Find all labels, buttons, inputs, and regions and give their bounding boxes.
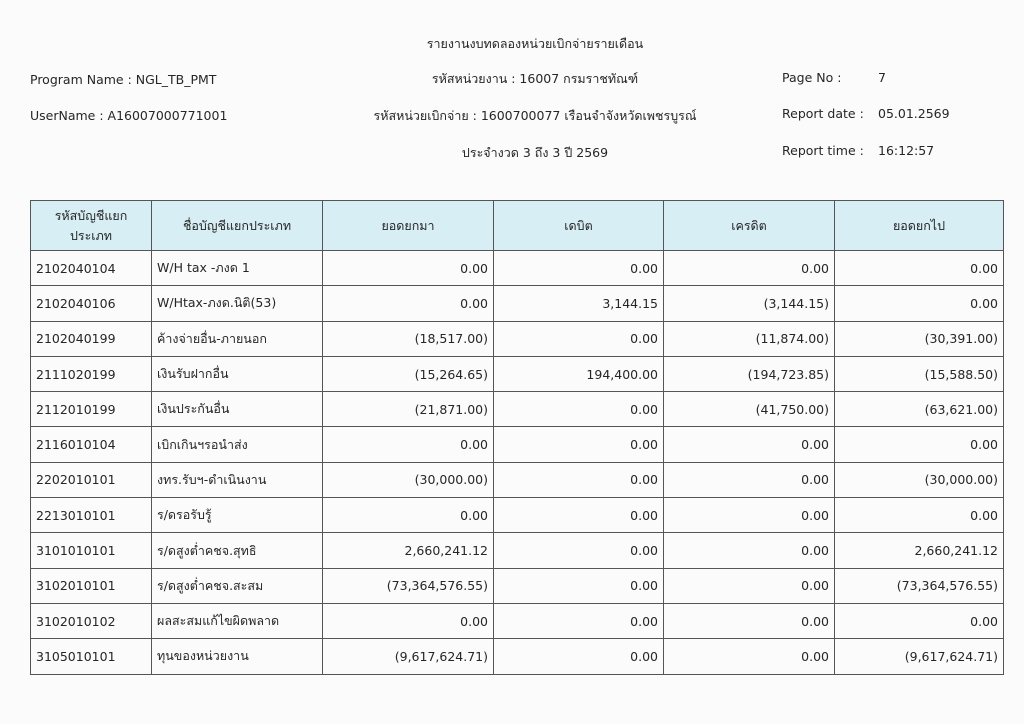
carried-forward-value: 0.00 <box>835 251 1004 286</box>
table-row <box>31 568 1004 603</box>
debit-value: 0.00 <box>494 639 664 674</box>
table-row <box>31 533 1004 568</box>
header-account-name: ชื่อบัญชีแยกประเภท <box>152 201 323 251</box>
account-name: W/H tax -ภงด 1 <box>152 251 323 286</box>
debit-value: 0.00 <box>494 603 664 638</box>
debit-value: 0.00 <box>494 321 664 356</box>
account-code: 2202010101 <box>31 462 152 497</box>
header-debit: เดบิต <box>494 201 664 251</box>
account-code: 2111020199 <box>31 356 152 391</box>
report-date-label: Report date : <box>782 106 864 121</box>
debit-value: 0.00 <box>494 427 664 462</box>
account-code: 3102010102 <box>31 603 152 638</box>
table-header-row <box>31 201 1004 251</box>
account-code: 2102040106 <box>31 286 152 321</box>
table-row <box>31 427 1004 462</box>
credit-value: 0.00 <box>664 603 835 638</box>
brought-forward-value: 0.00 <box>323 251 494 286</box>
account-code: 2116010104 <box>31 427 152 462</box>
brought-forward-value: (18,517.00) <box>323 321 494 356</box>
debit-value: 0.00 <box>494 251 664 286</box>
account-code: 2213010101 <box>31 498 152 533</box>
report-date: 05.01.2569 <box>878 106 950 121</box>
credit-value: (41,750.00) <box>664 392 835 427</box>
carried-forward-value: 0.00 <box>835 427 1004 462</box>
debit-value: 0.00 <box>494 568 664 603</box>
account-code: 2102040104 <box>31 251 152 286</box>
credit-value: 0.00 <box>664 251 835 286</box>
table-row <box>31 251 1004 286</box>
account-name: งทร.รับฯ-ดำเนินงาน <box>152 462 323 497</box>
table-row <box>31 498 1004 533</box>
carried-forward-value: 0.00 <box>835 603 1004 638</box>
account-code: 3105010101 <box>31 639 152 674</box>
table-row <box>31 462 1004 497</box>
table-row <box>31 603 1004 638</box>
carried-forward-value: (73,364,576.55) <box>835 568 1004 603</box>
table-row <box>31 321 1004 356</box>
account-name: เงินรับฝากอื่น <box>152 356 323 391</box>
account-code: 3102010101 <box>31 568 152 603</box>
account-name: W/Htax-ภงด.นิติ(53) <box>152 286 323 321</box>
username: UserName : A16007000771001 <box>30 108 228 123</box>
credit-value: 0.00 <box>664 462 835 497</box>
brought-forward-value: (15,264.65) <box>323 356 494 391</box>
carried-forward-value: 0.00 <box>835 498 1004 533</box>
credit-value: (11,874.00) <box>664 321 835 356</box>
brought-forward-value: (21,871.00) <box>323 392 494 427</box>
brought-forward-value: 0.00 <box>323 427 494 462</box>
brought-forward-value: 0.00 <box>323 286 494 321</box>
unit-code: รหัสหน่วยงาน : 16007 กรมราชทัณฑ์ <box>431 71 639 86</box>
carried-forward-value: 2,660,241.12 <box>835 533 1004 568</box>
header-credit: เครดิต <box>664 201 835 251</box>
debit-value: 0.00 <box>494 462 664 497</box>
table-row <box>31 286 1004 321</box>
report-time-label: Report time : <box>782 143 864 158</box>
carried-forward-value: (30,000.00) <box>835 462 1004 497</box>
carried-forward-value: (30,391.00) <box>835 321 1004 356</box>
account-name: ร/ดสูงต่ำคชจ.สุทธิ <box>152 533 323 568</box>
brought-forward-value: (30,000.00) <box>323 462 494 497</box>
table-row <box>31 356 1004 391</box>
page-number: 7 <box>878 70 886 85</box>
report-time: 16:12:57 <box>878 143 935 158</box>
carried-forward-value: (9,617,624.71) <box>835 639 1004 674</box>
header-carried-forward: ยอดยกไป <box>835 201 1004 251</box>
header-brought-forward: ยอดยกมา <box>323 201 494 251</box>
account-name: ค้างจ่ายอื่น-ภายนอก <box>152 321 323 356</box>
brought-forward-value: 2,660,241.12 <box>323 533 494 568</box>
brought-forward-value: 0.00 <box>323 603 494 638</box>
credit-value: (194,723.85) <box>664 356 835 391</box>
table-row <box>31 639 1004 674</box>
program-name: Program Name : NGL_TB_PMT <box>30 72 217 87</box>
report-title: รายงานงบทดลองหน่วยเบิกจ่ายรายเดือน <box>426 36 644 51</box>
page-label: Page No : <box>782 70 842 85</box>
debit-value: 0.00 <box>494 533 664 568</box>
account-name: ผลสะสมแก้ไขผิดพลาด <box>152 603 323 638</box>
disbursing-unit: รหัสหน่วยเบิกจ่าย : 1600700077 เรือนจำจังหวัดเพชรบูรณ์ <box>373 108 697 123</box>
debit-value: 3,144.15 <box>494 286 664 321</box>
credit-value: 0.00 <box>664 427 835 462</box>
credit-value: 0.00 <box>664 568 835 603</box>
trial-balance-table <box>30 200 1004 675</box>
carried-forward-value: 0.00 <box>835 286 1004 321</box>
brought-forward-value: 0.00 <box>323 498 494 533</box>
account-code: 2112010199 <box>31 392 152 427</box>
account-name: เบิกเกินฯรอนำส่ง <box>152 427 323 462</box>
credit-value: (3,144.15) <box>664 286 835 321</box>
account-code: 2102040199 <box>31 321 152 356</box>
brought-forward-value: (73,364,576.55) <box>323 568 494 603</box>
header-account-code: รหัสบัญชีแยกประเภท <box>31 201 152 251</box>
account-name: ทุนของหน่วยงาน <box>152 639 323 674</box>
report-period: ประจำงวด 3 ถึง 3 ปี 2569 <box>461 145 609 160</box>
account-name: ร/ดรอรับรู้ <box>152 498 323 533</box>
account-code: 3101010101 <box>31 533 152 568</box>
table-row <box>31 392 1004 427</box>
credit-value: 0.00 <box>664 498 835 533</box>
debit-value: 0.00 <box>494 498 664 533</box>
debit-value: 0.00 <box>494 392 664 427</box>
carried-forward-value: (15,588.50) <box>835 356 1004 391</box>
brought-forward-value: (9,617,624.71) <box>323 639 494 674</box>
account-name: ร/ดสูงต่ำคชจ.สะสม <box>152 568 323 603</box>
carried-forward-value: (63,621.00) <box>835 392 1004 427</box>
credit-value: 0.00 <box>664 639 835 674</box>
debit-value: 194,400.00 <box>494 356 664 391</box>
account-name: เงินประกันอื่น <box>152 392 323 427</box>
credit-value: 0.00 <box>664 533 835 568</box>
